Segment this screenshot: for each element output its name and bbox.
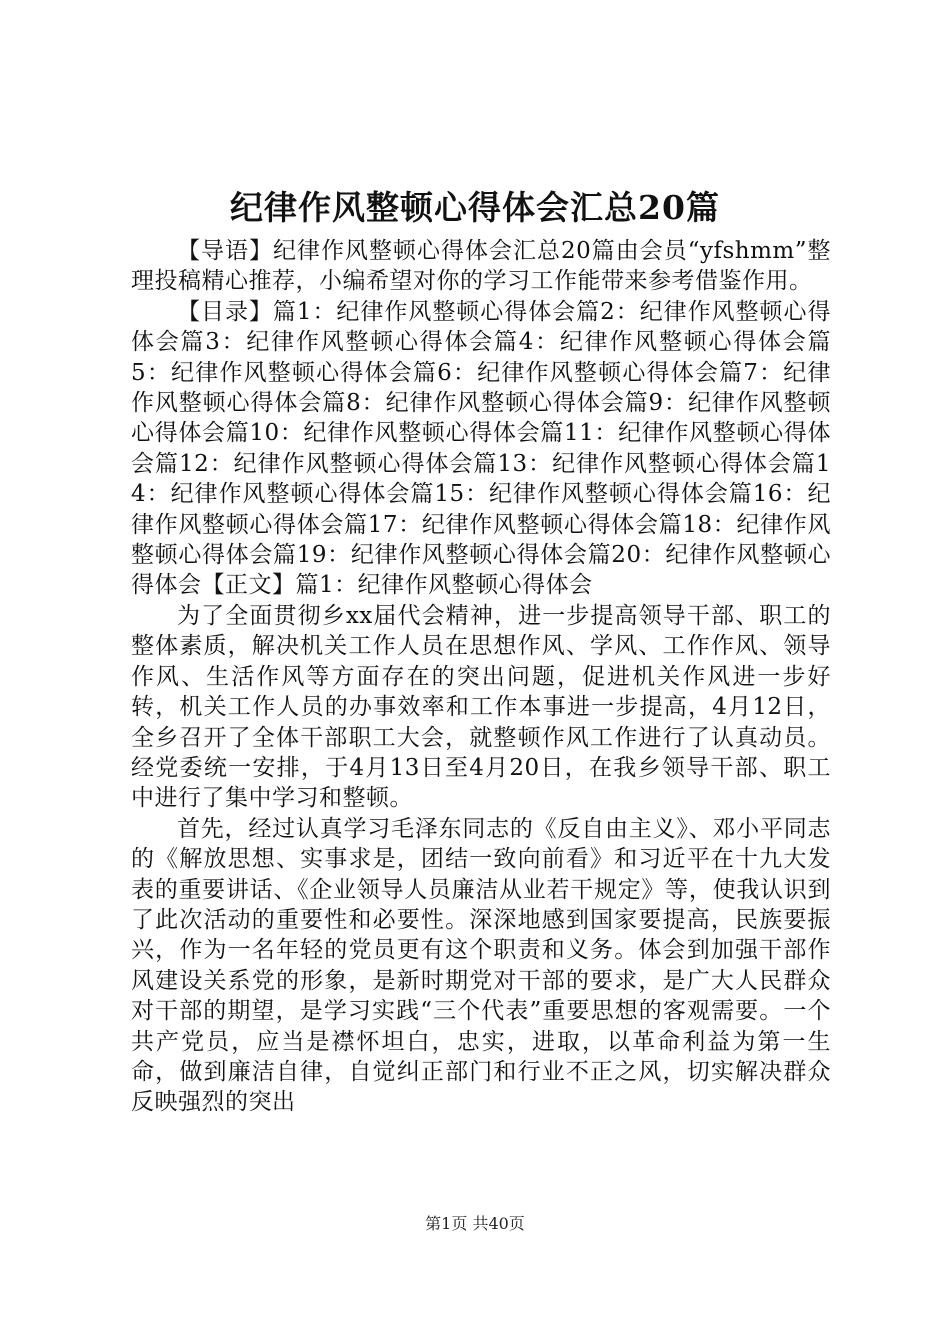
body-paragraph: 首先，经过认真学习毛泽东同志的《反自由主义》、邓小平同志的《解放思想、实事求是，团结一致向前看》和习近平在十九大发表的重要讲话、《企业领导人员廉洁从业若干规定》等，使我认识到了此次活动的重要性和必要性。深深地感到国家要提高，民族要振兴，作为一名年轻的党员更有这个职责和义务。体会到加强干部作风建设关系党的形象，是新时期党对干部的要求，是广大人民群众对干部的期望，是学习实践“三个代表”重要思想的客观需要。一个共产党员，应当是襟怀坦白，忠实，进取，以革命利益为第一生命，做到廉洁自律，自觉纠正部门和行业不正之风，切实解决群众反映强烈的突出 xyxy=(131,815,831,1116)
page-number-footer: 第1页 共40页 xyxy=(425,1214,525,1233)
intro-paragraph: 【导语】纪律作风整顿心得体会汇总20篇由会员“yfshmm”整理投稿精心推荐，小编希望对你的学习工作能带来参考借鉴作用。 xyxy=(131,238,831,295)
document-title: 纪律作风整顿心得体会汇总20篇 xyxy=(230,188,720,227)
table-of-contents-paragraph: 【目录】篇1：纪律作风整顿心得体会篇2：纪律作风整顿心得体会篇3：纪律作风整顿心得体会篇4：纪律作风整顿心得体会篇5：纪律作风整顿心得体会篇6：纪律作风整顿心得体会篇7：纪律作风整顿心得体会篇8：纪律作风整顿心得体会篇9：纪律作风整顿心得体会篇10：纪律作风整顿心得体会篇11：纪律作风整顿心得体会篇12：纪律作风整顿心得体会篇13：纪律作风整顿心得体会篇14：纪律作风整顿心得体会篇15：纪律作风整顿心得体会篇16：纪律作风整顿心得体会篇17：纪律作风整顿心得体会篇18：纪律作风整顿心得体会篇19：纪律作风整顿心得体会篇20：纪律作风整顿心得体会【正文】篇1：纪律作风整顿心得体会 xyxy=(131,298,831,599)
body-paragraph: 为了全面贯彻乡xx届代会精神，进一步提高领导干部、职工的整体素质，解决机关工作人员在思想作风、学风、工作作风、领导作风、生活作风等方面存在的突出问题，促进机关作风进一步好转，机关工作人员的办事效率和工作本事进一步提高，4月12日，全乡召开了全体干部职工大会，就整顿作风工作进行了认真动员。经党委统一安排，于4月13日至4月20日，在我乡领导干部、职工中进行了集中学习和整顿。 xyxy=(131,602,831,812)
document-body xyxy=(131,236,831,1118)
